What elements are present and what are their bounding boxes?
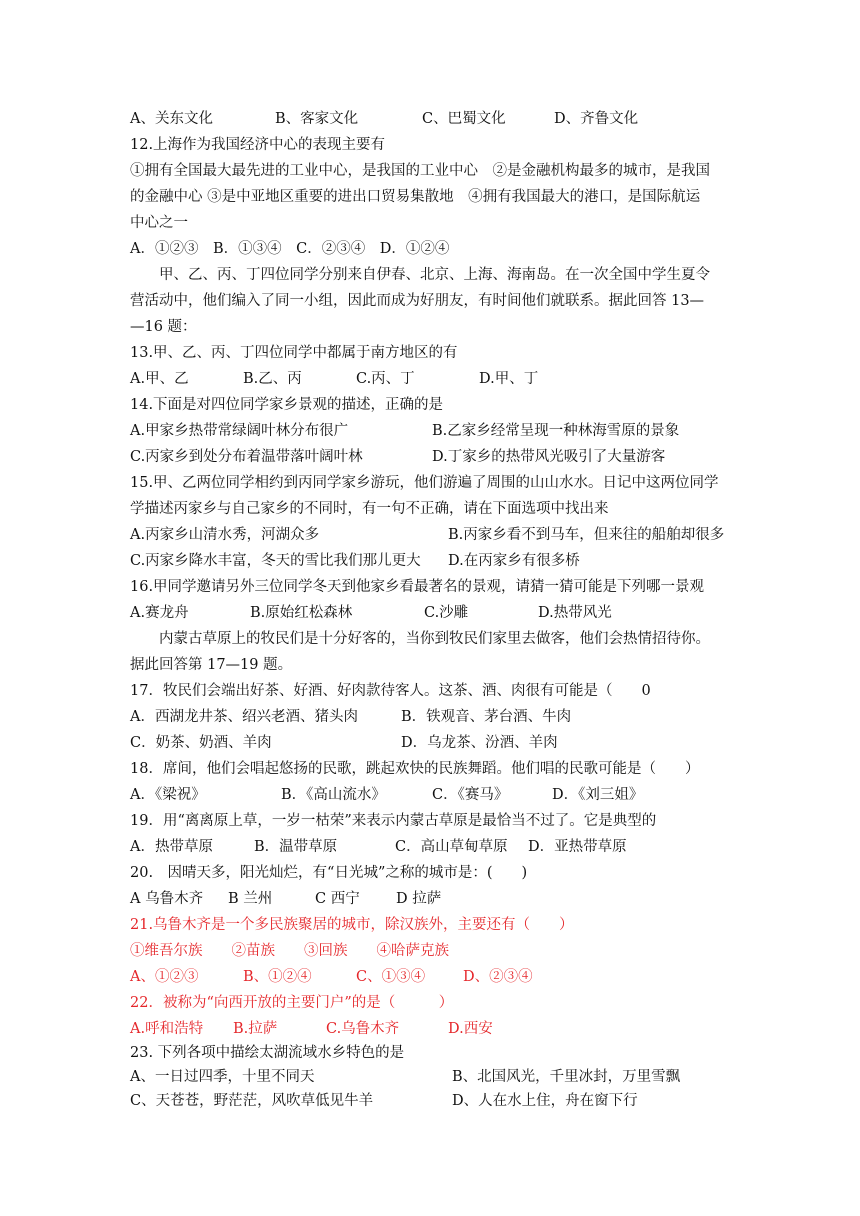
q18-option-b: B．《高山流水》 xyxy=(281,787,386,803)
passage-13-line-2: 营活动中，他们编入了同一小组，因此而成为好朋友，有时间他们就联系。据此回答 13— xyxy=(130,293,705,309)
q20-option-d: D 拉萨 xyxy=(396,891,442,907)
passage-13-line-3: —16 题： xyxy=(130,319,197,335)
q23-option-a: A、一日过四季，十里不同天 xyxy=(130,1069,315,1085)
q23-option-c: C、天苍苍，野茫茫，风吹草低见牛羊 xyxy=(130,1093,374,1109)
q14-option-a: A.甲家乡热带常绿阔叶林分布很广 xyxy=(130,423,349,439)
q11-option-c: C、巴蜀文化 xyxy=(422,111,506,127)
q13-option-c: C.丙、丁 xyxy=(356,371,415,387)
q20-stem: 20. 因晴天多，阳光灿烂，有“日光城”之称的城市是：( ) xyxy=(130,865,528,881)
q12-stem: 12.上海作为我国经济中心的表现主要有 xyxy=(130,137,386,153)
q21-option-d: D、②③④ xyxy=(463,969,533,985)
q15-option-b: B.丙家乡看不到马车，但来往的船舶却很多 xyxy=(448,527,725,543)
q23-stem: 23. 下列各项中描绘太湖流域水乡特色的是 xyxy=(130,1045,405,1061)
q16-option-c: C.沙雕 xyxy=(424,605,469,621)
q22-option-a: A.呼和浩特 xyxy=(130,1021,204,1037)
q13-option-b: B.乙、丙 xyxy=(243,371,302,387)
q19-option-a: A．热带草原 xyxy=(130,839,213,855)
q22-option-d: D.西安 xyxy=(448,1021,493,1037)
q15-option-c: C.丙家乡降水丰富，冬天的雪比我们那儿更大 xyxy=(130,553,421,569)
passage-13-line-1: 甲、乙、丙、丁四位同学分别来自伊春、北京、上海、海南岛。在一次全国中学生夏令 xyxy=(159,267,710,283)
q19-option-b: B．温带草原 xyxy=(254,839,338,855)
q14-option-d: D.丁家乡的热带风光吸引了大量游客 xyxy=(432,449,666,465)
q16-option-b: B.原始红松森林 xyxy=(250,605,353,621)
q17-option-d: D．乌龙茶、汾酒、羊肉 xyxy=(401,735,558,751)
q18-option-c: C．《赛马》 xyxy=(432,787,509,803)
q21-items: ①维吾尔族 ②苗族 ③回族 ④哈萨克族 xyxy=(130,943,449,959)
q18-option-d: D．《刘三姐》 xyxy=(552,787,644,803)
q19-stem: 19．用“离离原上草，一岁一枯荣”来表示内蒙古草原是最恰当不过了。它是典型的 xyxy=(130,813,657,829)
passage-17-line-2: 据此回答第 17—19 题。 xyxy=(130,657,293,673)
q21-stem: 21.乌鲁木齐是一个多民族聚居的城市，除汉族外，主要还有（ ） xyxy=(130,917,574,933)
q20-option-a: A 乌鲁木齐 xyxy=(130,891,204,907)
q20-option-b: B 兰州 xyxy=(228,891,273,907)
q15-line-1: 15.甲、乙两位同学相约到丙同学家乡游玩，他们游遍了周围的山山水水。日记中这两位同学 xyxy=(130,475,719,491)
q11-option-a: A、关东文化 xyxy=(130,111,213,127)
q23-option-b: B、北国风光，千里冰封，万里雪飘 xyxy=(452,1069,681,1085)
q16-stem: 16.甲同学邀请另外三位同学冬天到他家乡看最著名的景观，请猜一猜可能是下列哪一景观 xyxy=(130,579,705,595)
q12-options: A．①②③ B．①③④ C．②③④ D．①②④ xyxy=(130,241,450,257)
q23-option-d: D、人在水上住，舟在窗下行 xyxy=(452,1093,638,1109)
q19-option-d: D．亚热带草原 xyxy=(528,839,627,855)
passage-17-line-1: 内蒙古草原上的牧民们是十分好客的，当你到牧民们家里去做客，他们会热情招待你。 xyxy=(159,631,710,647)
q16-option-d: D.热带风光 xyxy=(538,605,612,621)
q14-option-b: B.乙家乡经常呈现一种林海雪原的景象 xyxy=(432,423,680,439)
q22-stem: 22．被称为“向西开放的主要门户”的是（ ） xyxy=(130,995,454,1011)
q13-option-d: D.甲、丁 xyxy=(479,371,539,387)
q12-line-3: 中心之一 xyxy=(130,215,188,231)
q15-option-d: D.在丙家乡有很多桥 xyxy=(448,553,580,569)
q18-option-a: A．《梁祝》 xyxy=(130,787,206,803)
q13-stem: 13.甲、乙、丙、丁四位同学中都属于南方地区的有 xyxy=(130,345,458,361)
q17-stem: 17．牧民们会端出好茶、好酒、好肉款待客人。这茶、酒、肉很有可能是（ 0 xyxy=(130,683,651,699)
q21-option-b: B、①②④ xyxy=(243,969,312,985)
q17-option-c: C．奶茶、奶酒、羊肉 xyxy=(130,735,272,751)
q12-line-2: 的金融中心 ③是中亚地区重要的进出口贸易集散地 ④拥有我国最大的港口，是国际航运 xyxy=(130,189,701,205)
q17-option-a: A．西湖龙井茶、绍兴老酒、猪头肉 xyxy=(130,709,358,725)
q20-option-c: C 西宁 xyxy=(315,891,360,907)
q14-stem: 14.下面是对四位同学家乡景观的描述，正确的是 xyxy=(130,397,444,413)
q19-option-c: C．高山草甸草原 xyxy=(395,839,508,855)
q18-stem: 18．席间，他们会唱起悠扬的民歌，跳起欢快的民族舞蹈。他们唱的民歌可能是（ ） xyxy=(130,761,700,777)
q15-option-a: A.丙家乡山清水秀，河湖众多 xyxy=(130,527,320,543)
q22-option-c: C.乌鲁木齐 xyxy=(326,1021,400,1037)
q12-line-1: ①拥有全国最大最先进的工业中心，是我国的工业中心 ②是金融机构最多的城市，是我国 xyxy=(130,163,710,179)
q17-option-b: B．铁观音、茅台酒、牛肉 xyxy=(401,709,572,725)
q16-option-a: A.赛龙舟 xyxy=(130,605,189,621)
q22-option-b: B.拉萨 xyxy=(233,1021,278,1037)
q15-line-2: 学描述丙家乡与自己家乡的不同时，有一句不正确，请在下面选项中找出来 xyxy=(130,501,609,517)
q21-option-a: A、①②③ xyxy=(130,969,199,985)
q14-option-c: C.丙家乡到处分布着温带落叶阔叶林 xyxy=(130,449,363,465)
q21-option-c: C、①③④ xyxy=(356,969,426,985)
q11-option-d: D、齐鲁文化 xyxy=(554,111,639,127)
q11-option-b: B、客家文化 xyxy=(275,111,359,127)
q13-option-a: A.甲、乙 xyxy=(130,371,189,387)
